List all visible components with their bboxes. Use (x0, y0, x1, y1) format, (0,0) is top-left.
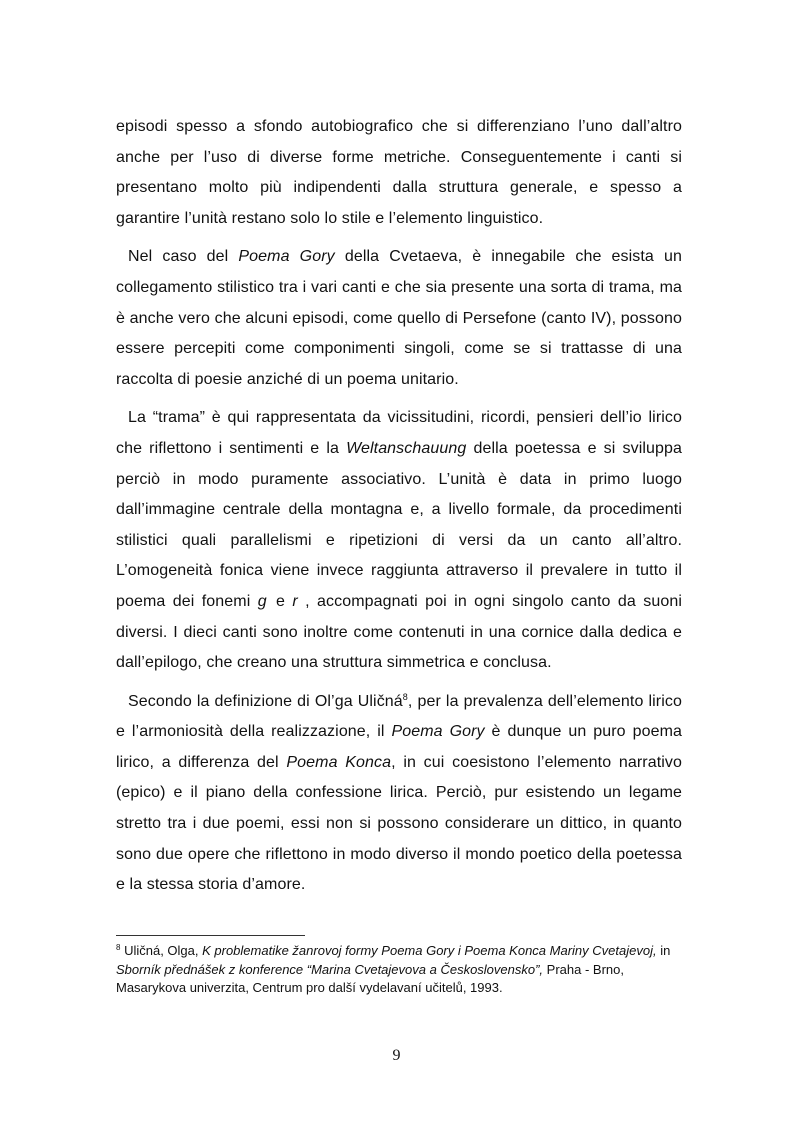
paragraph-3-text-after: , accompagnati poi in ogni singolo canto da suoni diversi. I dieci canti sono inoltre come contenuti in una cornice dalla dedica e dall’epilogo, che creano una struttura simmetrica e conclusa. (116, 592, 682, 672)
page-number: 9 (392, 1047, 401, 1064)
term-weltanschauung: Weltanschauung (346, 439, 467, 457)
paragraph-2-text-after: della Cvetaeva, è innegabile che esista un collegamento stilistico tra i vari canti e che sia presente una sorta di trama, ma è anche vero che alcuni episodi, come quello di Persefone (canto IV), possono essere percepiti come componimenti singoli, come se si trattasse di una raccolta di poesie anziché di un poema unitario. (116, 248, 683, 388)
paragraph-4 (116, 687, 682, 901)
footnote-article-title: K problematike žanrovoj formy Poema Gory i Poema Konca Mariny Cvetajevoj, (202, 943, 657, 958)
paragraph-4-text-middle-1: , per la prevalenza dell’elemento lirico e l’armoniosità della realizzazione, il (116, 692, 682, 741)
paragraph-4-text-after: , in cui coesistono l’elemento narrativo (epico) e il piano della confessione lirica. Perciò, pur esistendo un legame stretto tra i due poemi, essi non si possono considerare un dittico, in quanto sono due opere che riflettono in modo diverso il mondo poetico della poetessa e la stessa storia d’amore. (116, 753, 683, 894)
footnote-reference[interactable]: 8 (402, 691, 408, 702)
footnote-in: in (656, 943, 671, 958)
footnote-author: Uličná, Olga, (120, 943, 203, 958)
title-poema-gory: Poema Gory (238, 248, 335, 266)
paragraph-4-text-middle-2: è dunque un puro poema lirico, a differenza del (116, 723, 683, 771)
footnote-divider (116, 935, 305, 936)
phoneme-r: r (292, 592, 298, 610)
footnote (116, 942, 686, 998)
title-poema-gory-2: Poema Gory (391, 723, 485, 741)
footnote-number: 8 (116, 943, 121, 952)
paragraph-4-text-before: Secondo la definizione di Ol’ga Uličná (128, 692, 403, 710)
paragraph-1: episodi spesso a sfondo autobiografico che si differenziano l’uno dall’altro anche per l’uso di diverse forme metriche. Conseguentemente i canti si presentano molto più indipendenti dalla struttura generale, e spesso a garantire l’unità restano solo lo stile e l’elemento linguistico. (116, 118, 682, 227)
paragraph-3-conjunction: e (268, 592, 293, 610)
paragraph-3-text-before: La “trama” è qui rappresentata da vicissitudini, ricordi, pensieri dell’io lirico che riflettono i sentimenti e la (116, 409, 682, 457)
paragraph-2-text-before: Nel caso del (128, 248, 239, 266)
paragraph-3-text-middle: della poetessa e si sviluppa perciò in modo puramente associativo. L’unità è data in primo luogo dall’immagine centrale della montagna e, a livello formale, da procedimenti stilistici quali parallelismi e ripetizioni di versi da un canto all’altro. L’omogeneità fonica viene invece raggiunta attraverso il prevalere in tutto il poema dei fonemi (116, 439, 683, 610)
body-text (116, 112, 682, 909)
title-poema-konca: Poema Konca (286, 753, 392, 771)
phoneme-g: g (257, 592, 269, 610)
footnote-collection-title: Sborník přednášek z konference “Marina Cvetajevova a Československo”, (116, 961, 544, 977)
footnote-publication: Praha - Brno, Masarykova univerzita, Centrum pro další vydelavaní učitelů, 1993. (116, 961, 624, 996)
paragraph-2 (116, 242, 682, 395)
paragraph-3 (116, 403, 682, 678)
